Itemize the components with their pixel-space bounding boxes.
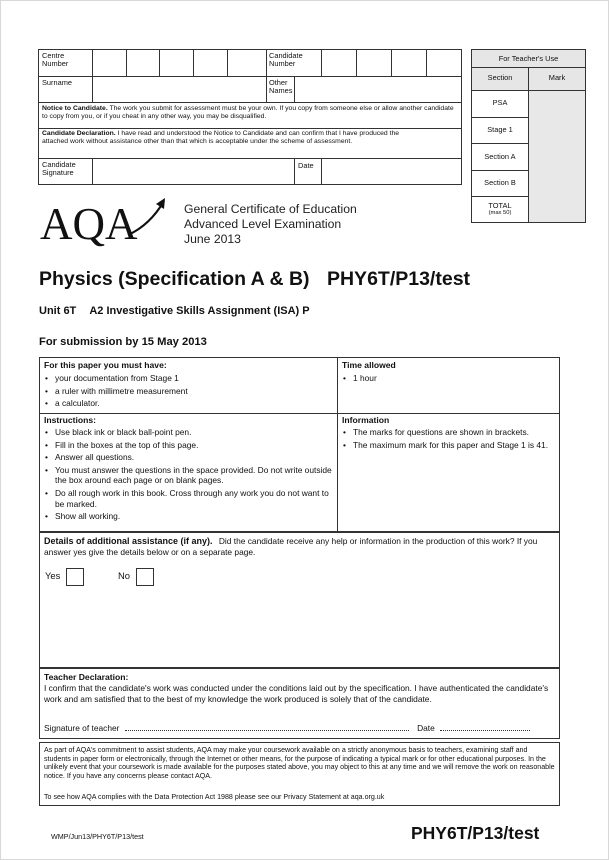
teacher-date-field[interactable] (440, 723, 530, 731)
candidate-number-label: Candidate Number (269, 51, 303, 69)
candidate-declaration (42, 130, 418, 146)
declaration-title: Candidate Declaration. (42, 130, 116, 137)
assistance-question: Did the candidate receive any help or information in the production of this work? If you answer yes give the details below or on a separate page. (44, 536, 538, 557)
teacher-signature-field[interactable] (125, 723, 409, 731)
exam-info-line1: General Certificate of Education (184, 202, 357, 216)
privacy-text: As part of AQA's commitment to assist students, AQA may make your coursework available on a strictly anonymous basis to teachers, examining staff and students in paper form or electronically, through the Internet or other means, for the purpose of indicating a typical mark or for other educational purposes. In the unlikely event that your coursework is made available for the purposes stated above, you may object to this at any time and we will remove the work on reasonable notice. If you have any concerns please contact AQA. (44, 746, 555, 780)
mark-header: Mark (548, 73, 566, 82)
list-item: • Answer all questions. (44, 452, 334, 463)
exam-info-line2: Advanced Level Examination (184, 217, 342, 231)
teacher-signature-line (44, 723, 556, 734)
exam-info-line3: June 2013 (184, 232, 241, 246)
list-item: • Show all working. (44, 511, 334, 522)
other-names-field[interactable] (295, 77, 461, 101)
candidate-signature-label: Candidate Signature (42, 160, 76, 178)
row-stage-1: Stage 1 (487, 125, 513, 134)
unit-code: Unit 6T (39, 305, 77, 317)
subject-title: Physics (Specification A & B) (39, 268, 310, 290)
notice-to-candidate (42, 105, 458, 121)
footer-ref: WMP/Jun13/PHY6T/P13/test (51, 832, 144, 841)
paper-code: PHY6T/P13/test (326, 268, 471, 290)
notice-text: The work you submit for assessment must be your own. If you copy from someone else or allow another candidate to copy from you, or if you cheat in any other way, you may be disqualified. (42, 105, 454, 120)
requirements-heading: For this paper you must have: (44, 360, 167, 370)
information-list (342, 427, 554, 450)
declaration-text: I have read and understood the Notice to Candidate and can confirm that I have produced the attached work without assistance other than that which is acceptable under the scheme of assessment. (42, 130, 400, 145)
centre-number-label: Centre Number (42, 51, 69, 69)
teacher-declaration-text: I confirm that the candidate's work was conducted under the conditions laid out by the specification. I have authenticated the candidate's work and am satisfied that to the best of my knowledge the work produced is solely that of the candidate. (44, 683, 549, 704)
other-names-label: Other Names (269, 78, 293, 96)
list-item: • You must answer the questions in the space provided. Do not write outside the box around each page or on blank pages. (44, 465, 334, 486)
surname-field[interactable] (93, 77, 265, 101)
list-item: • Do all rough work in this book. Cross through any work you do not want to be marked. (44, 488, 334, 509)
footer-code: PHY6T/P13/test (411, 823, 540, 843)
submission-date: For submission by 15 May 2013 (39, 336, 207, 348)
list-item: • The marks for questions are shown in brackets. (342, 427, 554, 438)
assistance-heading: Details of additional assistance (if any). (44, 536, 213, 546)
time-allowed-heading: Time allowed (342, 360, 396, 370)
date-field[interactable] (322, 159, 461, 184)
privacy-statement: To see how AQA complies with the Data Protection Act 1988 please see our Privacy Statement at aqa.org.uk (44, 793, 385, 801)
yes-label: Yes (45, 570, 61, 581)
unit-description: A2 Investigative Skills Assignment (ISA) P (89, 305, 310, 317)
list-item: • your documentation from Stage 1 (44, 373, 334, 384)
list-item: • Use black ink or black ball-point pen. (44, 427, 334, 438)
aqa-logo-graphic (40, 195, 170, 247)
no-option (118, 567, 154, 586)
list-item: • a calculator. (44, 398, 334, 409)
unit-line (39, 305, 310, 318)
requirements-list (44, 373, 334, 409)
row-psa: PSA (492, 98, 508, 107)
candidate-number-boxes[interactable] (322, 50, 461, 75)
row-total: TOTAL (488, 201, 512, 210)
page-title (39, 267, 470, 291)
list-item: • The maximum mark for this paper and Stage 1 is 41. (342, 440, 554, 451)
assistance-text (44, 536, 556, 557)
centre-number-boxes[interactable] (93, 50, 265, 75)
no-label: No (118, 570, 130, 581)
row-section-b: Section B (484, 178, 516, 187)
aqa-logo-text: AQA (40, 199, 138, 247)
surname-label: Surname (42, 78, 72, 87)
row-total-note: (max 50) (488, 210, 512, 216)
teacher-declaration-heading: Teacher Declaration: (44, 672, 129, 682)
notice-title: Notice to Candidate. (42, 105, 108, 112)
teacher-signature-label: Signature of teacher (44, 723, 120, 733)
list-item: • a ruler with millimetre measurement (44, 386, 334, 397)
yes-checkbox[interactable] (66, 568, 84, 586)
row-section-a: Section A (484, 152, 516, 161)
assistance-details-field[interactable] (43, 591, 556, 665)
list-item: • Fill in the boxes at the top of this page. (44, 440, 334, 451)
teacher-date-label: Date (417, 723, 435, 733)
date-label: Date (298, 161, 314, 170)
aqa-logo (40, 195, 170, 247)
teachers-use-title: For Teacher's Use (498, 54, 559, 63)
time-allowed-list (342, 373, 554, 384)
list-item: • 1 hour (342, 373, 554, 384)
candidate-signature-field[interactable] (93, 159, 293, 184)
exam-info (184, 202, 357, 247)
section-header: Section (487, 73, 513, 82)
information-heading: Information (342, 415, 390, 425)
instructions-heading: Instructions: (44, 415, 97, 425)
yes-option (45, 567, 84, 586)
instructions-list (44, 427, 334, 522)
no-checkbox[interactable] (136, 568, 154, 586)
